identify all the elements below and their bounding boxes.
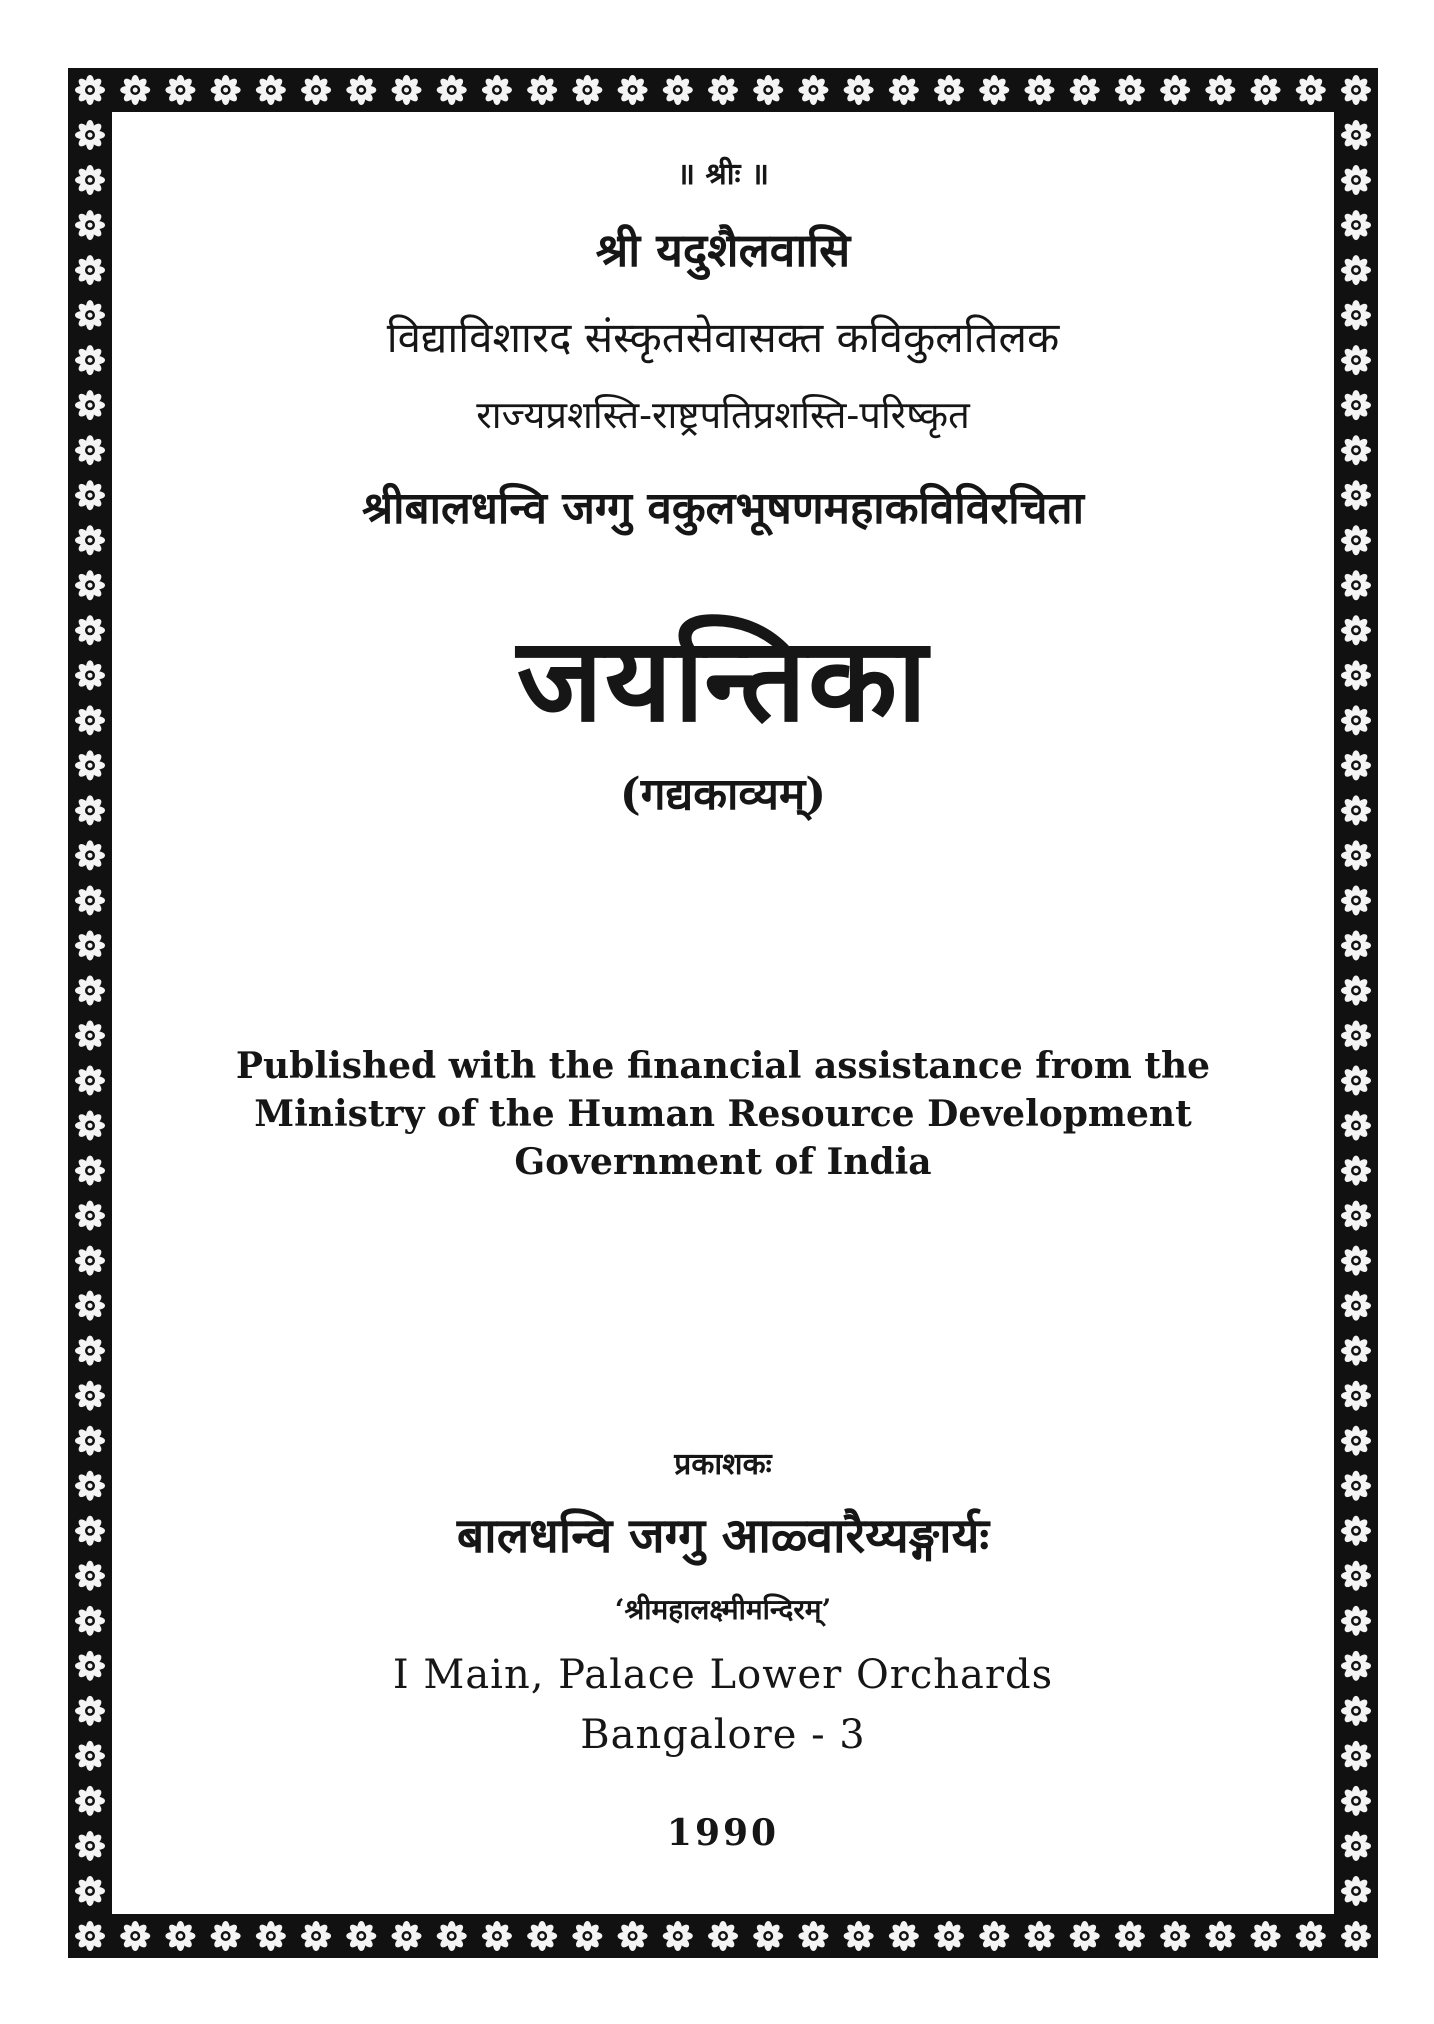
flower-motif: [75, 120, 105, 150]
flower-motif: [1341, 1786, 1371, 1816]
flower-motif: [1296, 1921, 1326, 1951]
flower-motif: [572, 1921, 602, 1951]
flower-motif: [75, 615, 105, 645]
flower-motif: [301, 75, 331, 105]
flower-motif: [1341, 75, 1371, 105]
flower-motif: [1341, 120, 1371, 150]
flower-motif: [572, 75, 602, 105]
flower-motif: [75, 255, 105, 285]
flower-motif: [1296, 75, 1326, 105]
flower-motif: [1341, 795, 1371, 825]
flower-motif: [1115, 75, 1145, 105]
flower-motif: [1341, 1336, 1371, 1366]
flower-motif: [1341, 840, 1371, 870]
flower-motif: [1070, 75, 1100, 105]
flower-motif: [1341, 570, 1371, 600]
flower-motif: [75, 390, 105, 420]
flower-motif: [75, 210, 105, 240]
book-title: जयन्तिका: [516, 612, 930, 748]
flower-motif: [1341, 390, 1371, 420]
flower-motif: [165, 1921, 195, 1951]
flower-motif: [75, 1246, 105, 1276]
flower-motif: [75, 75, 105, 105]
flower-motif: [1341, 1111, 1371, 1141]
flower-motif: [979, 1921, 1009, 1951]
flower-motif: [75, 1741, 105, 1771]
flower-motif: [301, 1921, 331, 1951]
book-subtitle: (गद्यकाव्यम्): [619, 769, 827, 820]
flower-motif: [75, 300, 105, 330]
flower-motif: [75, 705, 105, 735]
flower-motif: [256, 75, 286, 105]
flower-motif: [392, 75, 422, 105]
flower-motif: [346, 75, 376, 105]
flower-motif: [844, 75, 874, 105]
flower-motif: [437, 1921, 467, 1951]
flower-motif: [979, 75, 1009, 105]
flower-motif: [437, 75, 467, 105]
flower-motif: [1341, 300, 1371, 330]
sri-line: श्री यदुशैलवासि: [595, 223, 851, 277]
flower-motif: [346, 1921, 376, 1951]
flower-motif: [75, 975, 105, 1005]
flower-motif: [618, 1921, 648, 1951]
flower-motif: [1205, 75, 1235, 105]
flower-motif: [1341, 1471, 1371, 1501]
flower-motif: [75, 1201, 105, 1231]
flower-motif: [75, 1606, 105, 1636]
flower-motif: [75, 1516, 105, 1546]
flower-motif: [75, 1336, 105, 1366]
publisher-label: प्रकाशकः: [674, 1447, 772, 1482]
flower-motif: [1115, 1921, 1145, 1951]
flower-motif: [1341, 1291, 1371, 1321]
flower-motif: [844, 1921, 874, 1951]
author-line: श्रीबालधन्वि जग्गु वकुलभूषणमहाकविविरचिता: [361, 483, 1085, 534]
flower-motif: [75, 1111, 105, 1141]
flower-motif: [1341, 1696, 1371, 1726]
flower-motif: [482, 1921, 512, 1951]
flower-motif: [75, 930, 105, 960]
invocation: ॥ श्रीः ॥: [677, 157, 769, 192]
flower-motif: [211, 75, 241, 105]
flower-motif: [753, 75, 783, 105]
flower-motif: [120, 75, 150, 105]
flower-motif: [1341, 885, 1371, 915]
author-titles-line-1: विद्याविशारद संस्कृतसेवासक्त कविकुलतिलक: [386, 313, 1060, 362]
publisher-name: बालधन्वि जग्गु आळ्वारैय्यङ्गार्यः: [456, 1508, 990, 1564]
publisher-address: I Main, Palace Lower Orchards: [392, 1652, 1054, 1698]
flower-motif: [1341, 1876, 1371, 1906]
flower-motif: [753, 1921, 783, 1951]
flower-motif: [256, 1921, 286, 1951]
flower-motif: [1341, 1561, 1371, 1591]
flower-motif: [75, 750, 105, 780]
flower-motif: [75, 345, 105, 375]
publisher-city: Bangalore - 3: [580, 1712, 866, 1758]
flower-motif: [1341, 1066, 1371, 1096]
flower-motif: [75, 1066, 105, 1096]
flower-motif: [798, 75, 828, 105]
flower-motif: [1070, 1921, 1100, 1951]
flower-motif: [1205, 1921, 1235, 1951]
flower-motif: [1160, 1921, 1190, 1951]
flower-motif: [392, 1921, 422, 1951]
publication-year: 1990: [666, 1812, 780, 1854]
flower-motif: [1341, 1606, 1371, 1636]
flower-motif: [1341, 1201, 1371, 1231]
flower-motif: [663, 75, 693, 105]
flower-motif: [75, 795, 105, 825]
flower-motif: [1341, 255, 1371, 285]
flower-motif: [75, 1786, 105, 1816]
flower-motif: [1341, 1021, 1371, 1051]
flower-motif: [1341, 1741, 1371, 1771]
flower-motif: [75, 1156, 105, 1186]
flower-motif: [75, 165, 105, 195]
flower-motif: [934, 1921, 964, 1951]
flower-motif: [1341, 1156, 1371, 1186]
flower-motif: [708, 1921, 738, 1951]
flower-motif: [1341, 525, 1371, 555]
flower-motif: [1341, 1426, 1371, 1456]
flower-motif: [75, 1561, 105, 1591]
flower-motif: [75, 570, 105, 600]
flower-motif: [1341, 930, 1371, 960]
flower-motif: [1341, 660, 1371, 690]
flower-motif: [75, 840, 105, 870]
flower-motif: [708, 75, 738, 105]
grant-line-3: Government of India: [514, 1141, 932, 1183]
grant-line-1: Published with the financial assistance from the: [235, 1045, 1211, 1087]
flower-motif: [75, 1291, 105, 1321]
flower-motif: [934, 75, 964, 105]
flower-motif: [165, 75, 195, 105]
flower-motif: [1341, 975, 1371, 1005]
flower-motif: [1341, 345, 1371, 375]
flower-motif: [527, 75, 557, 105]
flower-motif: [1341, 1246, 1371, 1276]
flower-motif: [1251, 75, 1281, 105]
flower-motif: [75, 885, 105, 915]
flower-motif: [211, 1921, 241, 1951]
flower-motif: [1341, 210, 1371, 240]
flower-motif: [1341, 615, 1371, 645]
flower-motif: [75, 1426, 105, 1456]
flower-motif: [527, 1921, 557, 1951]
flower-motif: [75, 435, 105, 465]
flower-motif: [1341, 750, 1371, 780]
grant-line-2: Ministry of the Human Resource Development: [254, 1093, 1192, 1135]
flower-motif: [1251, 1921, 1281, 1951]
publisher-house: ‘श्रीमहालक्ष्मीमन्दिरम्’: [614, 1593, 832, 1626]
flower-motif: [75, 1696, 105, 1726]
flower-motif: [1341, 480, 1371, 510]
flower-motif: [1341, 435, 1371, 465]
flower-motif: [1341, 1921, 1371, 1951]
flower-motif: [75, 1651, 105, 1681]
flower-motif: [1341, 1381, 1371, 1411]
flower-motif: [75, 1471, 105, 1501]
flower-motif: [889, 75, 919, 105]
flower-motif: [75, 1876, 105, 1906]
flower-motif: [798, 1921, 828, 1951]
flower-motif: [75, 1021, 105, 1051]
flower-motif: [75, 1921, 105, 1951]
flower-motif: [75, 660, 105, 690]
flower-motif: [1341, 165, 1371, 195]
flower-motif: [1025, 75, 1055, 105]
author-titles-line-2: राज्यप्रशस्ति-राष्ट्रपतिप्रशस्ति-परिष्कृत: [476, 393, 970, 437]
flower-motif: [1025, 1921, 1055, 1951]
flower-motif: [120, 1921, 150, 1951]
flower-motif: [1160, 75, 1190, 105]
flower-motif: [75, 1831, 105, 1861]
flower-motif: [1341, 1831, 1371, 1861]
flower-motif: [75, 1381, 105, 1411]
flower-motif: [663, 1921, 693, 1951]
flower-motif: [482, 75, 512, 105]
flower-motif: [1341, 705, 1371, 735]
flower-motif: [75, 480, 105, 510]
page-content: [112, 112, 1334, 1914]
flower-motif: [1341, 1651, 1371, 1681]
flower-motif: [889, 1921, 919, 1951]
flower-motif: [1341, 1516, 1371, 1546]
grant-statement: [112, 1042, 1334, 1186]
flower-motif: [618, 75, 648, 105]
flower-motif: [75, 525, 105, 555]
